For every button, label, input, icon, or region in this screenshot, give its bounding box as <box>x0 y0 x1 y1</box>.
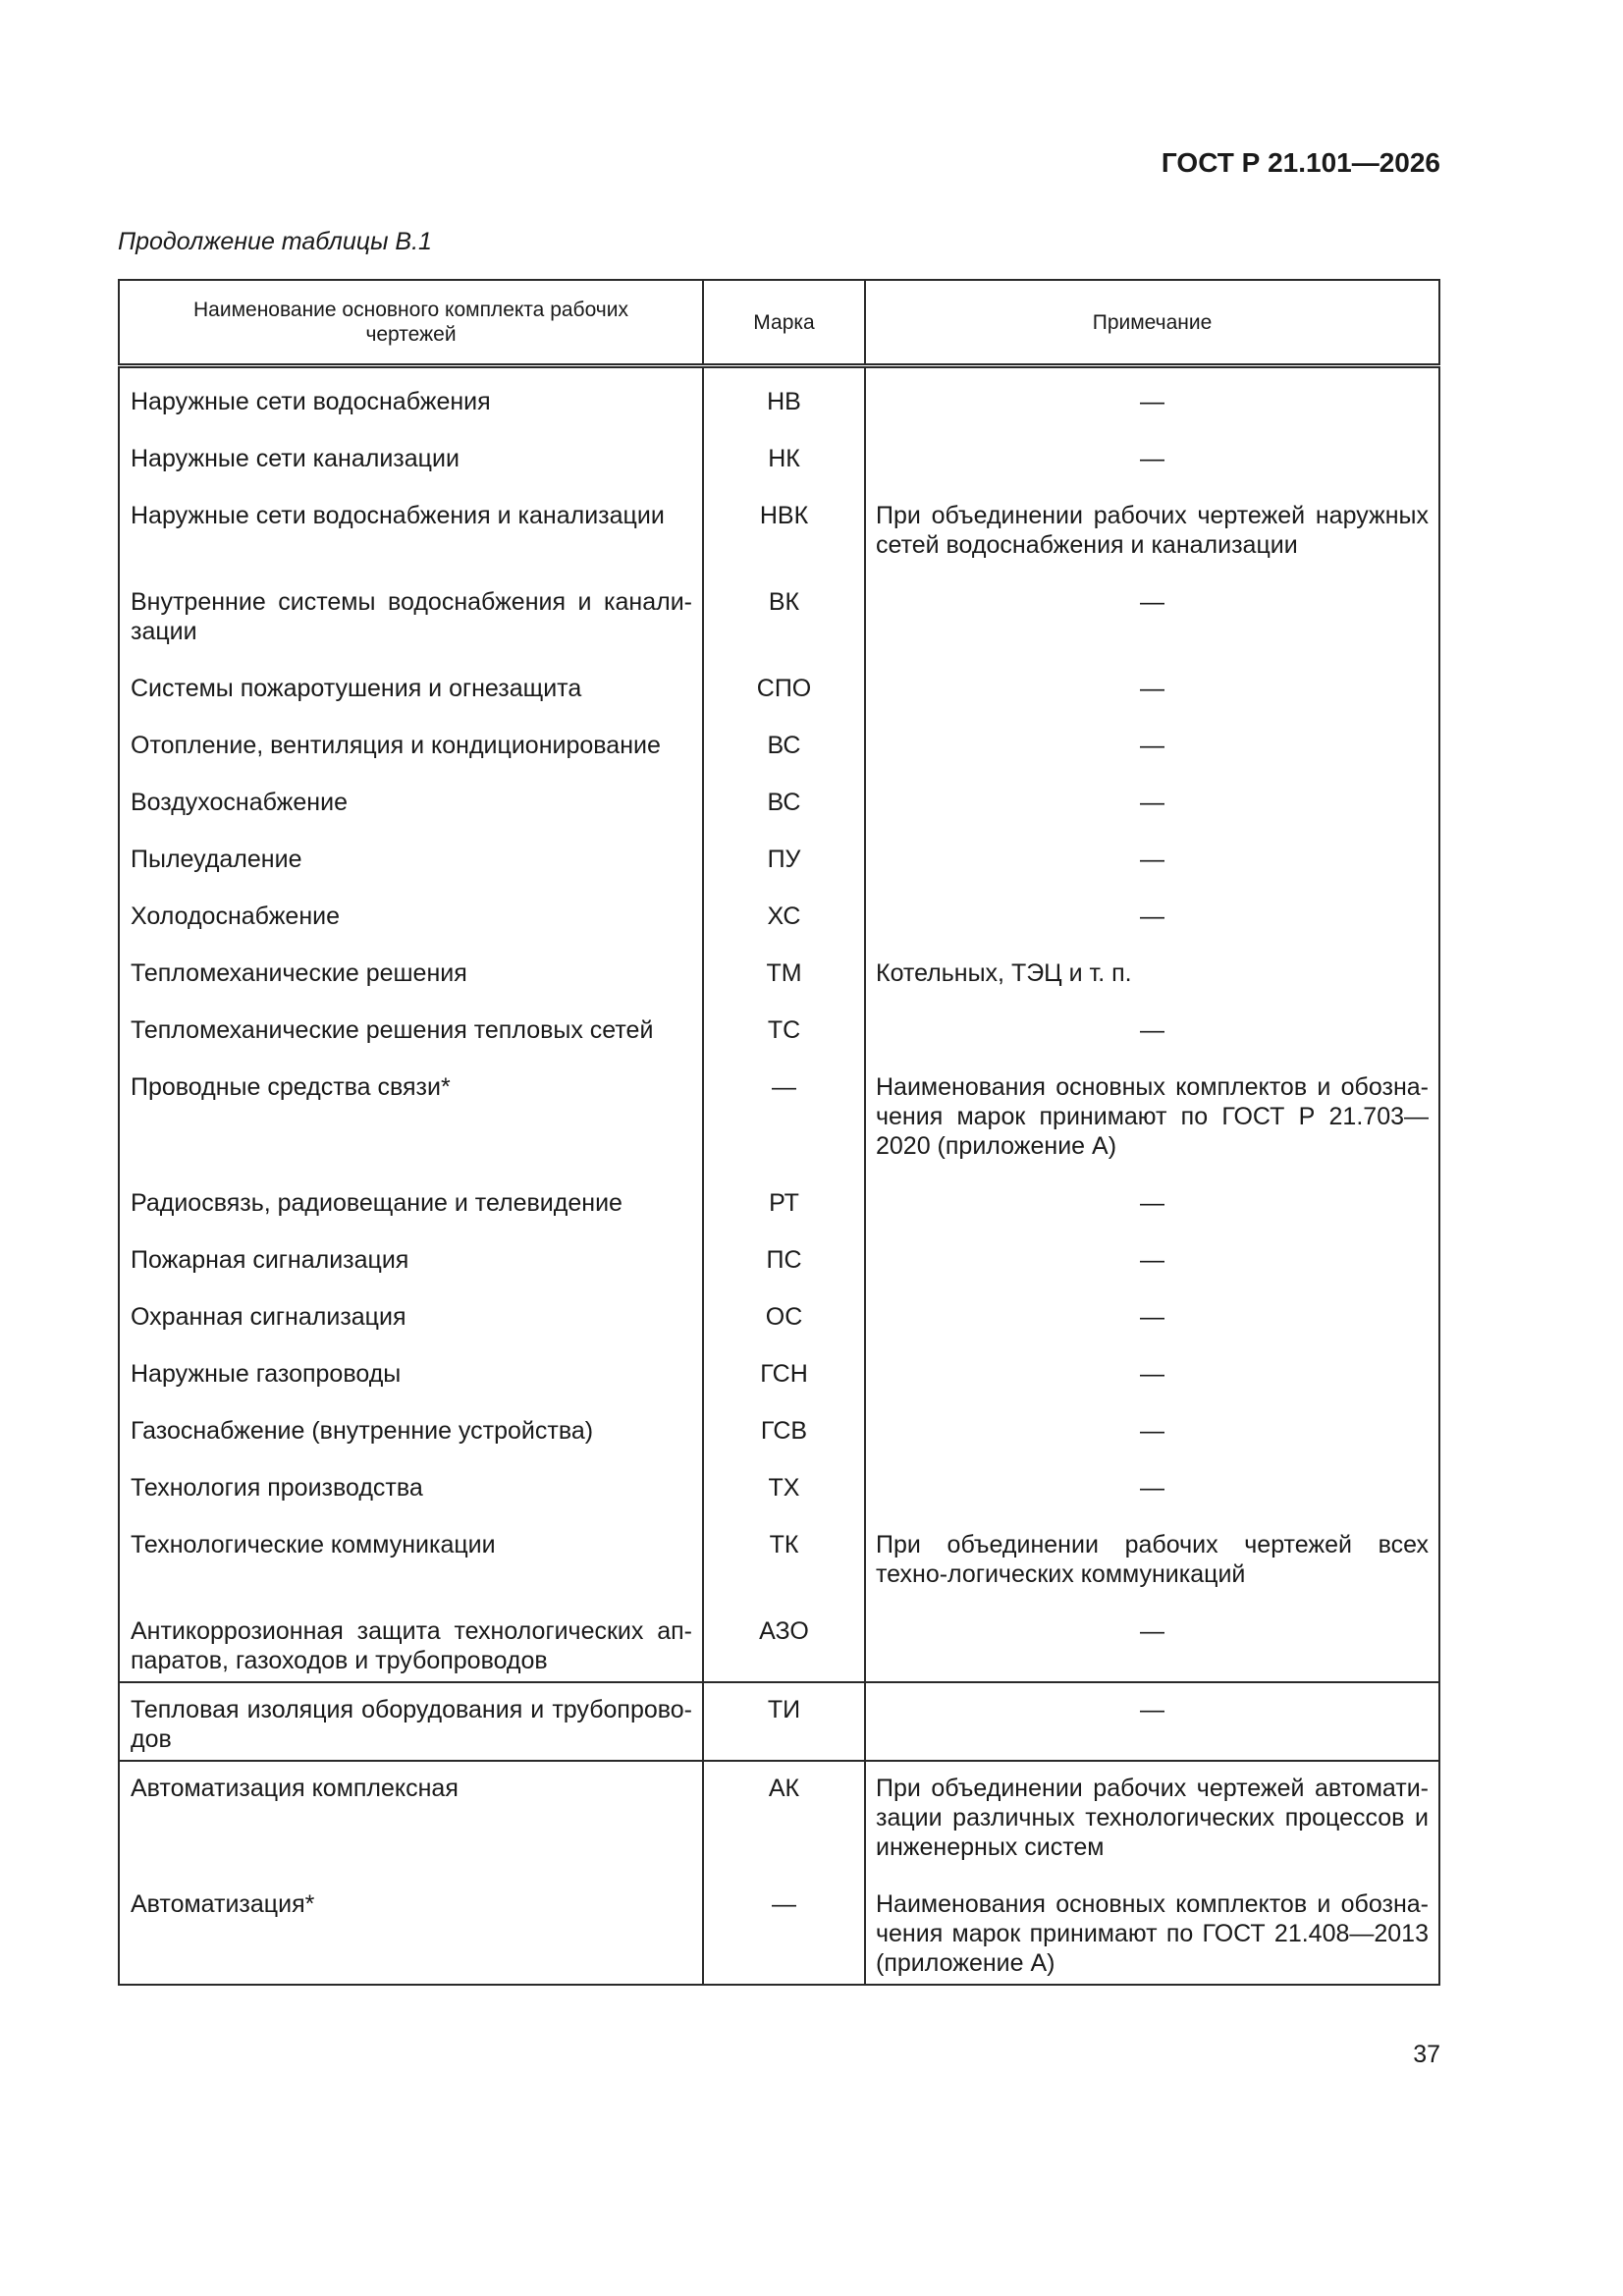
cell-name: Тепломеханические решения <box>119 958 703 1015</box>
cell-name: Воздухоснабжение <box>119 788 703 845</box>
cell-name: Тепловая изоляция оборудования и трубопрово-дов <box>119 1682 703 1761</box>
cell-note: — <box>865 1245 1439 1302</box>
cell-name: Отопление, вентиляция и кондиционирование <box>119 731 703 788</box>
cell-mark: ГСВ <box>703 1416 865 1473</box>
cell-mark: — <box>703 1072 865 1188</box>
table-row <box>119 1359 1439 1416</box>
cell-name: Системы пожаротушения и огнезащита <box>119 674 703 731</box>
cell-mark: ВС <box>703 788 865 845</box>
cell-mark: НК <box>703 444 865 501</box>
table-row <box>119 1616 1439 1682</box>
cell-note: — <box>865 444 1439 501</box>
cell-note: При объединении рабочих чертежей наружных сетей водоснабжения и канализации <box>865 501 1439 587</box>
cell-name: Холодоснабжение <box>119 902 703 958</box>
cell-mark: АК <box>703 1761 865 1889</box>
cell-name: Радиосвязь, радиовещание и телевидение <box>119 1188 703 1245</box>
cell-name: Проводные средства связи* <box>119 1072 703 1188</box>
cell-note: При объединении рабочих чертежей автомати-зации различных технологических процессов и инженерных систем <box>865 1761 1439 1889</box>
cell-name: Наружные сети водоснабжения и канализации <box>119 501 703 587</box>
cell-mark: ТК <box>703 1530 865 1616</box>
cell-note: — <box>865 1359 1439 1416</box>
page-number: 37 <box>1413 2041 1440 2068</box>
cell-note: Наименования основных комплектов и обозна-чения марок принимают по ГОСТ 21.408—2013 (приложение А) <box>865 1889 1439 1985</box>
cell-mark: ВС <box>703 731 865 788</box>
table-row <box>119 1302 1439 1359</box>
cell-note: — <box>865 731 1439 788</box>
cell-name: Охранная сигнализация <box>119 1302 703 1359</box>
cell-note: — <box>865 788 1439 845</box>
cell-name: Технологические коммуникации <box>119 1530 703 1616</box>
cell-note: — <box>865 587 1439 674</box>
cell-name: Пылеудаление <box>119 845 703 902</box>
column-header-name: Наименование основного комплекта рабочих чертежей <box>119 280 703 366</box>
cell-mark: ВК <box>703 587 865 674</box>
cell-mark: НВК <box>703 501 865 587</box>
cell-mark: ТМ <box>703 958 865 1015</box>
table-caption: Продолжение таблицы В.1 <box>118 228 432 255</box>
cell-name: Пожарная сигнализация <box>119 1245 703 1302</box>
table-row <box>119 674 1439 731</box>
cell-name: Тепломеханические решения тепловых сетей <box>119 1015 703 1072</box>
table-row <box>119 501 1439 587</box>
cell-mark: ТС <box>703 1015 865 1072</box>
cell-mark: ТХ <box>703 1473 865 1530</box>
cell-note: — <box>865 1616 1439 1682</box>
cell-name: Наружные сети водоснабжения <box>119 366 703 445</box>
column-header-mark: Марка <box>703 280 865 366</box>
cell-mark: РТ <box>703 1188 865 1245</box>
table-row <box>119 1682 1439 1761</box>
table-body <box>119 366 1439 1986</box>
cell-name: Автоматизация комплексная <box>119 1761 703 1889</box>
document-code: ГОСТ Р 21.101—2026 <box>1161 147 1440 178</box>
cell-mark: АЗО <box>703 1616 865 1682</box>
cell-note: — <box>865 1682 1439 1761</box>
cell-mark: — <box>703 1889 865 1985</box>
cell-note: — <box>865 902 1439 958</box>
cell-mark: СПО <box>703 674 865 731</box>
table-row <box>119 902 1439 958</box>
cell-note: — <box>865 1473 1439 1530</box>
table-row <box>119 1015 1439 1072</box>
column-header-note: Примечание <box>865 280 1439 366</box>
table-row <box>119 1530 1439 1616</box>
cell-mark: НВ <box>703 366 865 445</box>
cell-name: Автоматизация* <box>119 1889 703 1985</box>
table-row <box>119 366 1439 445</box>
table-row <box>119 1889 1439 1985</box>
table-row <box>119 731 1439 788</box>
cell-note: При объединении рабочих чертежей всех техно-логических коммуникаций <box>865 1530 1439 1616</box>
cell-name: Внутренние системы водоснабжения и канали-зации <box>119 587 703 674</box>
cell-name: Антикоррозионная защита технологических ап-паратов, газоходов и трубопроводов <box>119 1616 703 1682</box>
table-row <box>119 1416 1439 1473</box>
table-row <box>119 788 1439 845</box>
cell-note: — <box>865 1302 1439 1359</box>
table-row <box>119 444 1439 501</box>
cell-mark: ГСН <box>703 1359 865 1416</box>
cell-note: — <box>865 1015 1439 1072</box>
cell-note: — <box>865 366 1439 445</box>
cell-name: Наружные сети канализации <box>119 444 703 501</box>
table-row <box>119 1188 1439 1245</box>
cell-note: — <box>865 845 1439 902</box>
table-row <box>119 958 1439 1015</box>
cell-name: Наружные газопроводы <box>119 1359 703 1416</box>
table-row <box>119 1473 1439 1530</box>
cell-note: — <box>865 674 1439 731</box>
cell-name: Технология производства <box>119 1473 703 1530</box>
cell-note: — <box>865 1416 1439 1473</box>
cell-name: Газоснабжение (внутренние устройства) <box>119 1416 703 1473</box>
table-row <box>119 845 1439 902</box>
cell-note: Наименования основных комплектов и обозна-чения марок принимают по ГОСТ Р 21.703—2020 (приложение А) <box>865 1072 1439 1188</box>
table-row <box>119 1761 1439 1889</box>
table-row <box>119 587 1439 674</box>
table-header <box>119 280 1439 366</box>
cell-note: — <box>865 1188 1439 1245</box>
table-row <box>119 1072 1439 1188</box>
table-row <box>119 1245 1439 1302</box>
cell-mark: ОС <box>703 1302 865 1359</box>
cell-mark: ПУ <box>703 845 865 902</box>
marks-table <box>118 279 1440 1986</box>
cell-mark: ХС <box>703 902 865 958</box>
cell-mark: ТИ <box>703 1682 865 1761</box>
cell-note: Котельных, ТЭЦ и т. п. <box>865 958 1439 1015</box>
cell-mark: ПС <box>703 1245 865 1302</box>
